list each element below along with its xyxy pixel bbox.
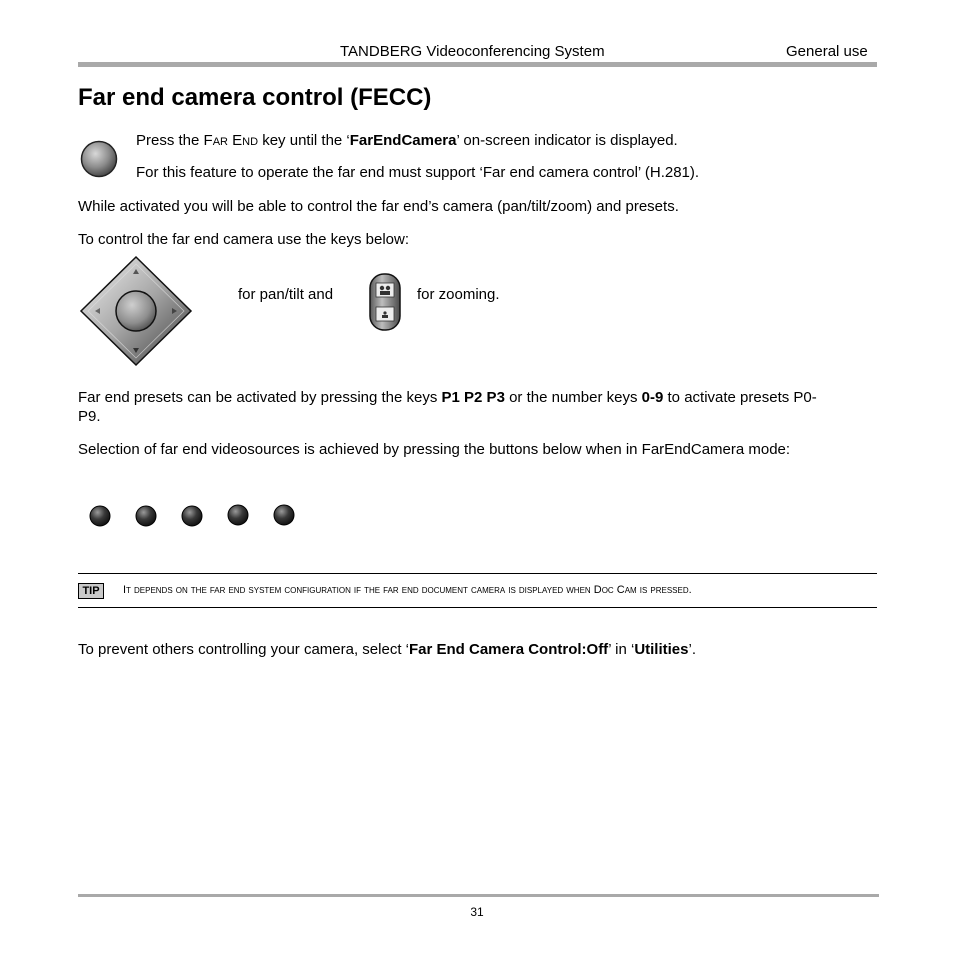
tip-text: [123, 584, 692, 596]
source-button-3: [182, 506, 202, 526]
tip-bottom-rule: [78, 607, 877, 608]
prevent-text: To prevent others controlling your camera, select ‘: [78, 641, 409, 658]
prevent-text: ’.: [688, 641, 696, 658]
presets-text: or the number keys: [504, 389, 642, 406]
page-heading: Far end camera control (FECC): [78, 84, 432, 111]
doc-cam-key: Doc Cam: [593, 584, 637, 596]
intro-text: Press the: [136, 132, 204, 149]
far-end-key-name: Far End: [203, 132, 259, 149]
setting-name: Far End Camera Control:Off: [409, 641, 609, 658]
tip-top-rule: [78, 573, 877, 574]
indicator-name: FarEndCamera: [349, 132, 457, 149]
round-grey-key-icon: [80, 140, 118, 178]
presets-text: P9.: [78, 408, 101, 425]
page-number: 31: [470, 905, 484, 919]
prevent-text: ’ in ‘: [608, 641, 635, 658]
tip-text-part: It depends on the far end system configuration if the far end document camera is displayed when: [123, 584, 594, 596]
tip-text-part: is pressed.: [636, 584, 692, 596]
number-keys: 0-9: [641, 389, 664, 406]
intro-text: key until the ‘: [258, 132, 350, 149]
source-button-1: [90, 506, 110, 526]
presets-text: Far end presets can be activated by pressing the keys: [78, 389, 442, 406]
presets-text: to activate presets P0-: [663, 389, 817, 406]
tip-badge: TIP: [78, 583, 104, 599]
source-button-4: [228, 505, 248, 525]
header-rule: [78, 62, 877, 67]
requirement-text: For this feature to operate the far end must support ‘Far end camera control’ (H.281).: [136, 164, 700, 181]
prevent-paragraph: [78, 640, 696, 659]
diamond-navigation-pad-icon: [80, 256, 192, 366]
presets-paragraph: [78, 388, 878, 426]
intro-text: ’ on-screen indicator is displayed.: [456, 132, 678, 149]
pan-tilt-label: for pan/tilt and: [238, 286, 334, 303]
section-name: General use: [786, 43, 868, 60]
footer-rule: [78, 894, 879, 897]
source-buttons-row: [88, 503, 300, 529]
intro-line: [136, 131, 678, 150]
preset-keys: P1 P2 P3: [441, 389, 505, 406]
document-title: TANDBERG Videoconferencing System: [340, 43, 605, 60]
zoom-label: for zooming.: [417, 286, 500, 303]
zoom-rocker-key-icon: [369, 273, 401, 331]
menu-name: Utilities: [634, 641, 689, 658]
sources-paragraph: Selection of far end videosources is achieved by pressing the buttons below when in FarEndCamera mode:: [78, 441, 791, 458]
activated-paragraph: While activated you will be able to control the far end’s camera (pan/tilt/zoom) and presets.: [78, 198, 679, 215]
source-button-5: [274, 505, 294, 525]
source-button-2: [136, 506, 156, 526]
control-paragraph: To control the far end camera use the keys below:: [78, 231, 410, 248]
